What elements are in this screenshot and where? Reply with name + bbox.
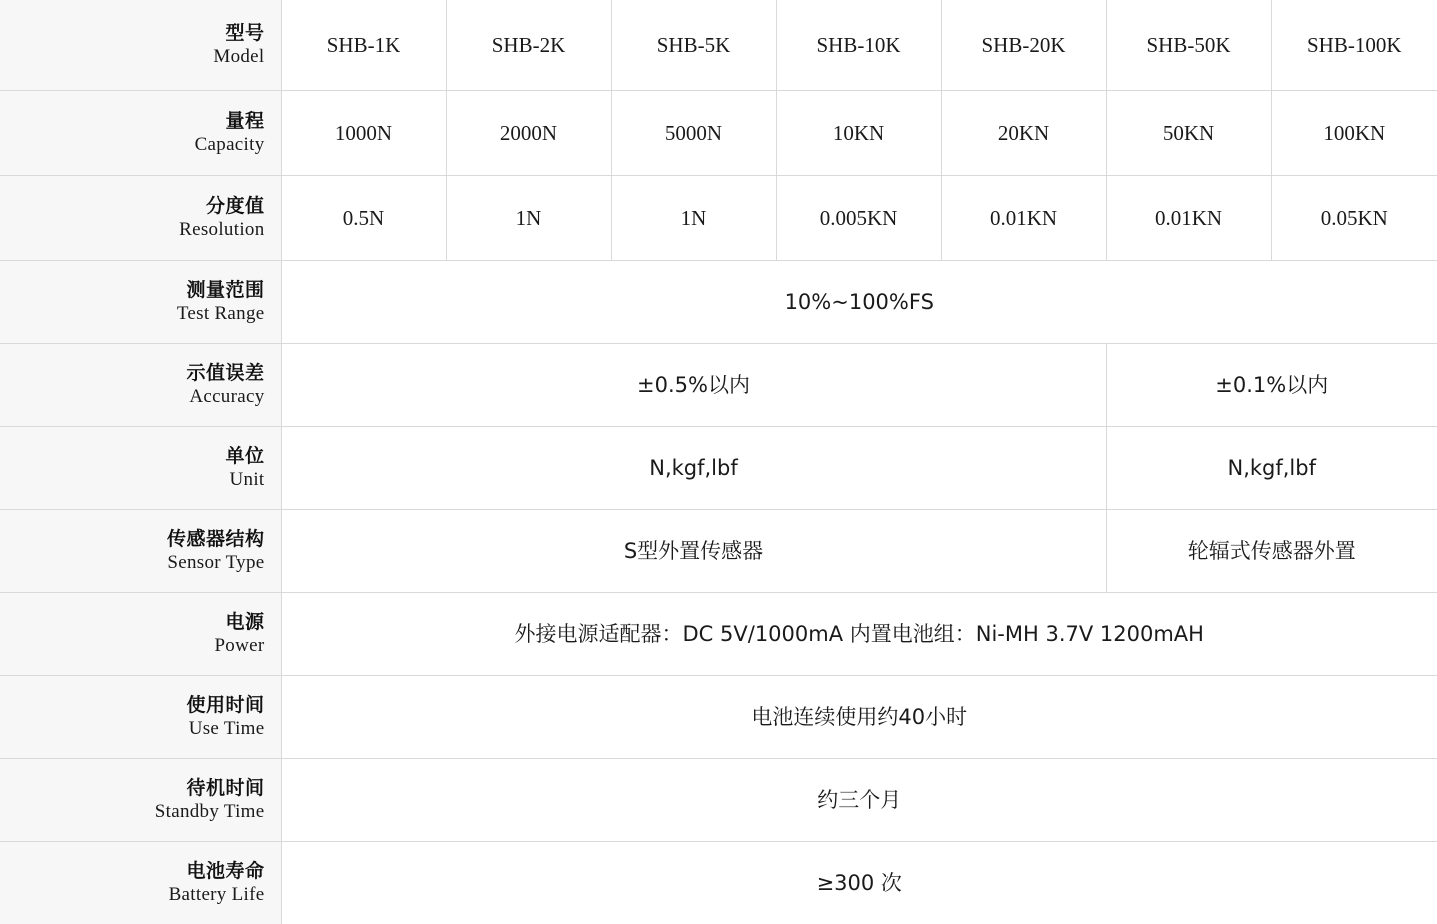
row-label (0, 176, 281, 261)
model-header-cell: SHB-50K (1106, 0, 1271, 91)
row-label-cn: 量程 (4, 109, 265, 133)
row-label-cn: 使用时间 (4, 693, 265, 717)
table-row (0, 759, 1437, 842)
row-value-primary: N,kgf,lbf (281, 427, 1106, 510)
row-value-cell: 20KN (941, 91, 1106, 176)
row-label-en: Model (4, 45, 265, 69)
row-label-cn: 单位 (4, 444, 265, 468)
row-value-cell: 1N (446, 176, 611, 261)
row-label-cn: 型号 (4, 21, 265, 45)
table-row (0, 842, 1437, 924)
row-label (0, 593, 281, 676)
row-value-primary: S型外置传感器 (281, 510, 1106, 593)
row-label-cn: 测量范围 (4, 278, 265, 302)
row-value-cell: 100KN (1271, 91, 1437, 176)
row-label-en: Battery Life (4, 883, 265, 907)
row-label-cn: 电池寿命 (4, 859, 265, 883)
row-label (0, 676, 281, 759)
model-header-cell: SHB-5K (611, 0, 776, 91)
row-value-cell: 0.005KN (776, 176, 941, 261)
row-label-cn: 分度值 (4, 194, 265, 218)
row-value-secondary: 轮辐式传感器外置 (1106, 510, 1437, 593)
row-value: 外接电源适配器：DC 5V/1000mA 内置电池组：Ni-MH 3.7V 1200mAH (281, 593, 1437, 676)
row-value-cell: 0.05KN (1271, 176, 1437, 261)
row-label (0, 759, 281, 842)
row-label-en: Sensor Type (4, 551, 265, 575)
table-row (0, 344, 1437, 427)
row-value: 10%~100%FS (281, 261, 1437, 344)
row-label (0, 427, 281, 510)
table-row (0, 176, 1437, 261)
table-row (0, 0, 1437, 91)
row-value-cell: 1000N (281, 91, 446, 176)
row-label-cn: 电源 (4, 610, 265, 634)
row-label-en: Resolution (4, 218, 265, 242)
row-label-en: Accuracy (4, 385, 265, 409)
model-header-cell: SHB-20K (941, 0, 1106, 91)
model-header-cell: SHB-100K (1271, 0, 1437, 91)
table-row (0, 593, 1437, 676)
row-value: 约三个月 (281, 759, 1437, 842)
row-label-en: Capacity (4, 133, 265, 157)
row-label (0, 510, 281, 593)
row-value-cell: 0.01KN (1106, 176, 1271, 261)
row-label (0, 842, 281, 924)
row-value-cell: 50KN (1106, 91, 1271, 176)
row-label-en: Test Range (4, 302, 265, 326)
row-label (0, 261, 281, 344)
row-value-cell: 1N (611, 176, 776, 261)
table-row (0, 510, 1437, 593)
row-label-en: Use Time (4, 717, 265, 741)
model-header-cell: SHB-2K (446, 0, 611, 91)
table-row (0, 427, 1437, 510)
row-label-en: Power (4, 634, 265, 658)
row-label-cn: 示值误差 (4, 361, 265, 385)
row-value-cell: 0.01KN (941, 176, 1106, 261)
row-value: 电池连续使用约40小时 (281, 676, 1437, 759)
row-value-secondary: ±0.1%以内 (1106, 344, 1437, 427)
table-row (0, 91, 1437, 176)
row-label-cn: 传感器结构 (4, 527, 265, 551)
row-label-cn: 待机时间 (4, 776, 265, 800)
row-value-primary: ±0.5%以内 (281, 344, 1106, 427)
row-value-cell: 0.5N (281, 176, 446, 261)
row-label (0, 91, 281, 176)
row-value-cell: 5000N (611, 91, 776, 176)
model-header-cell: SHB-1K (281, 0, 446, 91)
model-header-cell: SHB-10K (776, 0, 941, 91)
row-value-cell: 10KN (776, 91, 941, 176)
row-label-en: Unit (4, 468, 265, 492)
row-value: ≥300 次 (281, 842, 1437, 924)
row-label (0, 0, 281, 91)
row-value-cell: 2000N (446, 91, 611, 176)
row-value-secondary: N,kgf,lbf (1106, 427, 1437, 510)
row-label (0, 344, 281, 427)
table-row (0, 261, 1437, 344)
table-row (0, 676, 1437, 759)
row-label-en: Standby Time (4, 800, 265, 824)
